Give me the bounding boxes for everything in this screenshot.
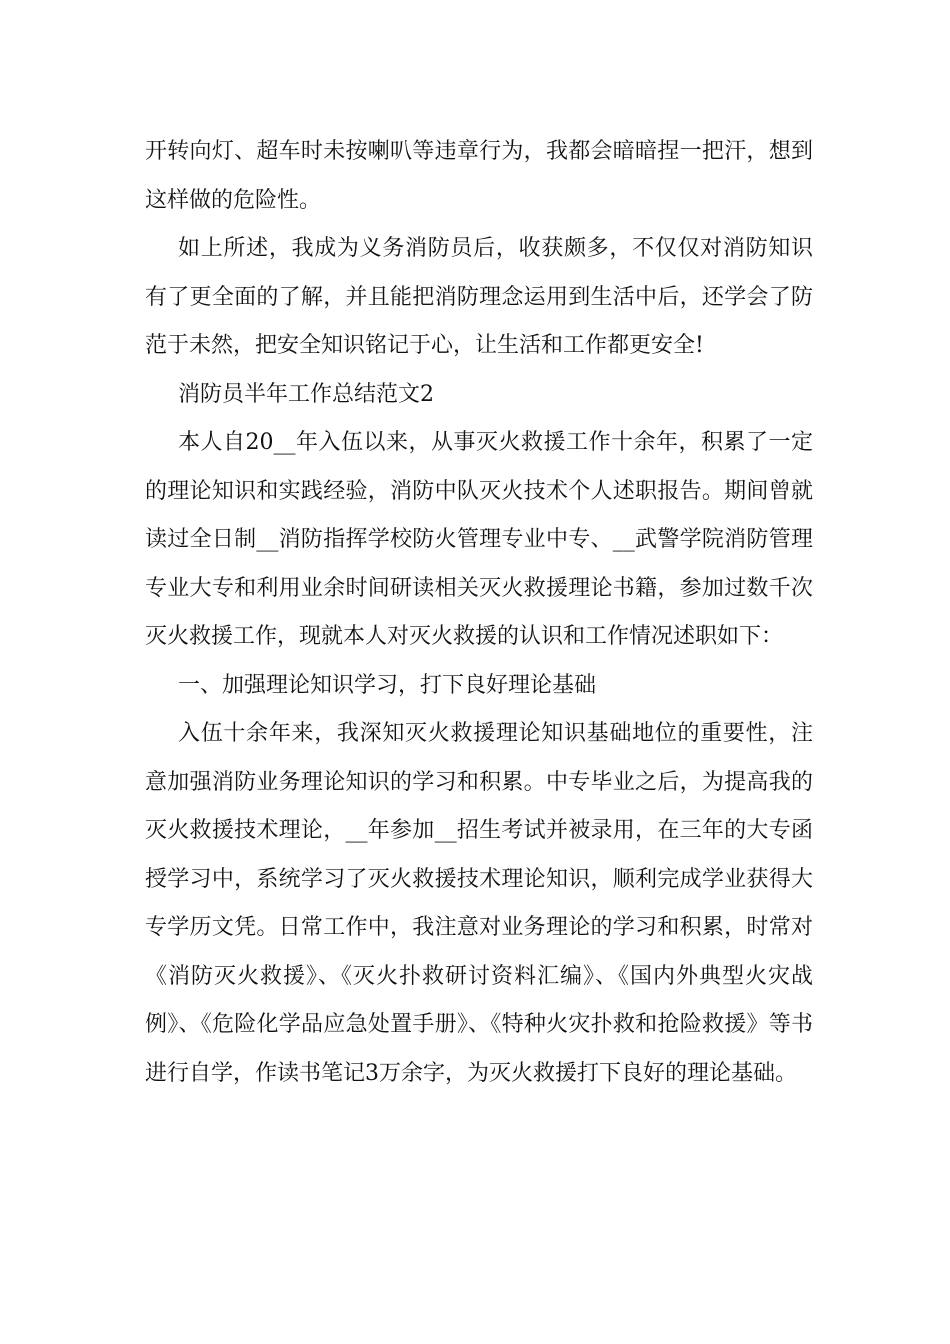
paragraph-conclusion: 如上所述，我成为义务消防员后，收获颇多，不仅仅对消防知识有了更全面的了解，并且能把消防理念运用到生活中后，还学会了防范于未然，把安全知识铭记于心，让生活和工作都更安全! bbox=[145, 236, 813, 358]
document-body bbox=[145, 128, 813, 1098]
section-title: 消防员半年工作总结范文2 bbox=[178, 381, 434, 407]
paragraph-theory-study: 入伍十余年来，我深知灭火救援理论知识基础地位的重要性，注意加强消防业务理论知识的学习和积累。中专毕业之后，为提高我的灭火救援技术理论，__年参加__招生考试并被录用，在三年的大专函授学习中，系统学习了灭火救援技术理论知识，顺利完成学业获得大专学历文凭。日常工作中，我注意对业务理论的学习和积累，时常对《消防灭火救援》、《灭火扑救研讨资料汇编》、《国内外典型火灾战例》、《危险化学品应急处置手册》、《特种火灾扑救和抢险救援》等书进行自学，作读书笔记3万余字，为灭火救援打下良好的理论基础。 bbox=[145, 721, 813, 1086]
paragraph-continuation: 开转向灯、超车时未按喇叭等违章行为，我都会暗暗捏一把汗，想到这样做的危险性。 bbox=[145, 139, 813, 213]
paragraph-introduction: 本人自20__年入伍以来，从事灭火救援工作十余年，积累了一定的理论知识和实践经验，消防中队灭火技术个人述职报告。期间曾就读过全日制__消防指挥学校防火管理专业中专、__武警学院消防管理专业大专和利用业余时间研读相关灭火救援理论书籍，参加过数千次灭火救援工作，现就本人对灭火救援的认识和工作情况述职如下： bbox=[145, 430, 813, 649]
subsection-heading: 一、加强理论知识学习，打下良好理论基础 bbox=[178, 672, 597, 698]
